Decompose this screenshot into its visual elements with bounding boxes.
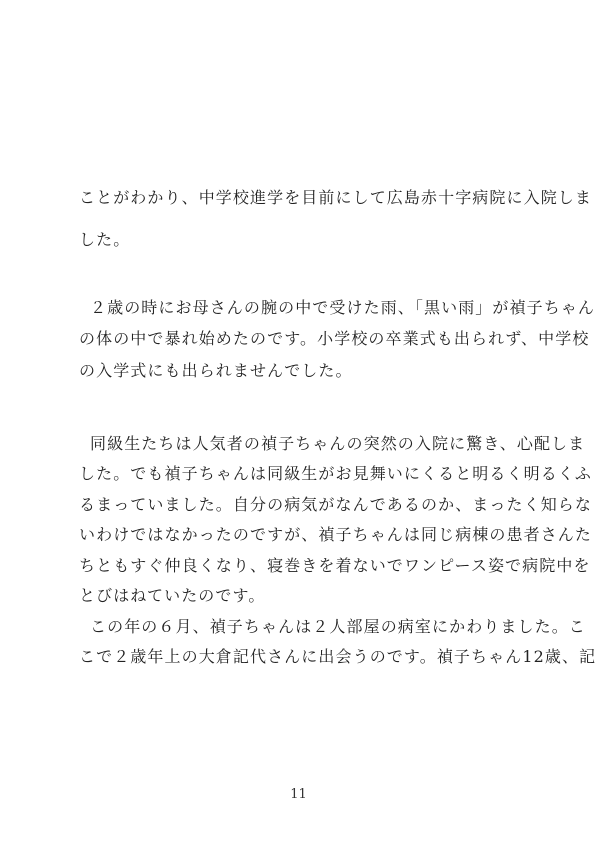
text-line: こで２歳年上の大倉記代さんに出会うのです。禎子ちゃん12歳、記 xyxy=(79,647,597,666)
text-line: 同級生たちは人気者の禎子ちゃんの突然の入院に驚き、心配しま xyxy=(90,434,586,453)
text-line: した。 xyxy=(79,230,131,249)
text-line: の入学式にも出られませんでした。 xyxy=(79,361,353,380)
text-line: の体の中で暴れ始めたのです。小学校の卒業式も出られず、中学校 xyxy=(79,329,590,348)
text-line: した。でも禎子ちゃんは同級生がお見舞いにくると明るく明るくふ xyxy=(79,464,593,483)
text-line: この年の６月、禎子ちゃんは２人部屋の病室にかわりました。こ xyxy=(90,617,586,636)
text-line: ことがわかり、中学校進学を目前にして広島赤十字病院に入院しま xyxy=(79,188,593,207)
text-line: とびはねていたのです。 xyxy=(79,586,266,605)
text-line: るまっていました。自分の病気がなんであるのか、まったく知らな xyxy=(79,495,593,514)
text-line: ちともすぐ仲良くなり、寝巻きを着ないでワンピース姿で病院中を xyxy=(79,556,591,575)
text-line: ２歳の時にお母さんの腕の中で受けた雨、「黒い雨」が禎子ちゃん xyxy=(90,298,596,317)
text-line: いわけではなかったのですが、禎子ちゃんは同じ病棟の患者さんた xyxy=(79,525,593,544)
page-number: 11 xyxy=(290,787,307,802)
